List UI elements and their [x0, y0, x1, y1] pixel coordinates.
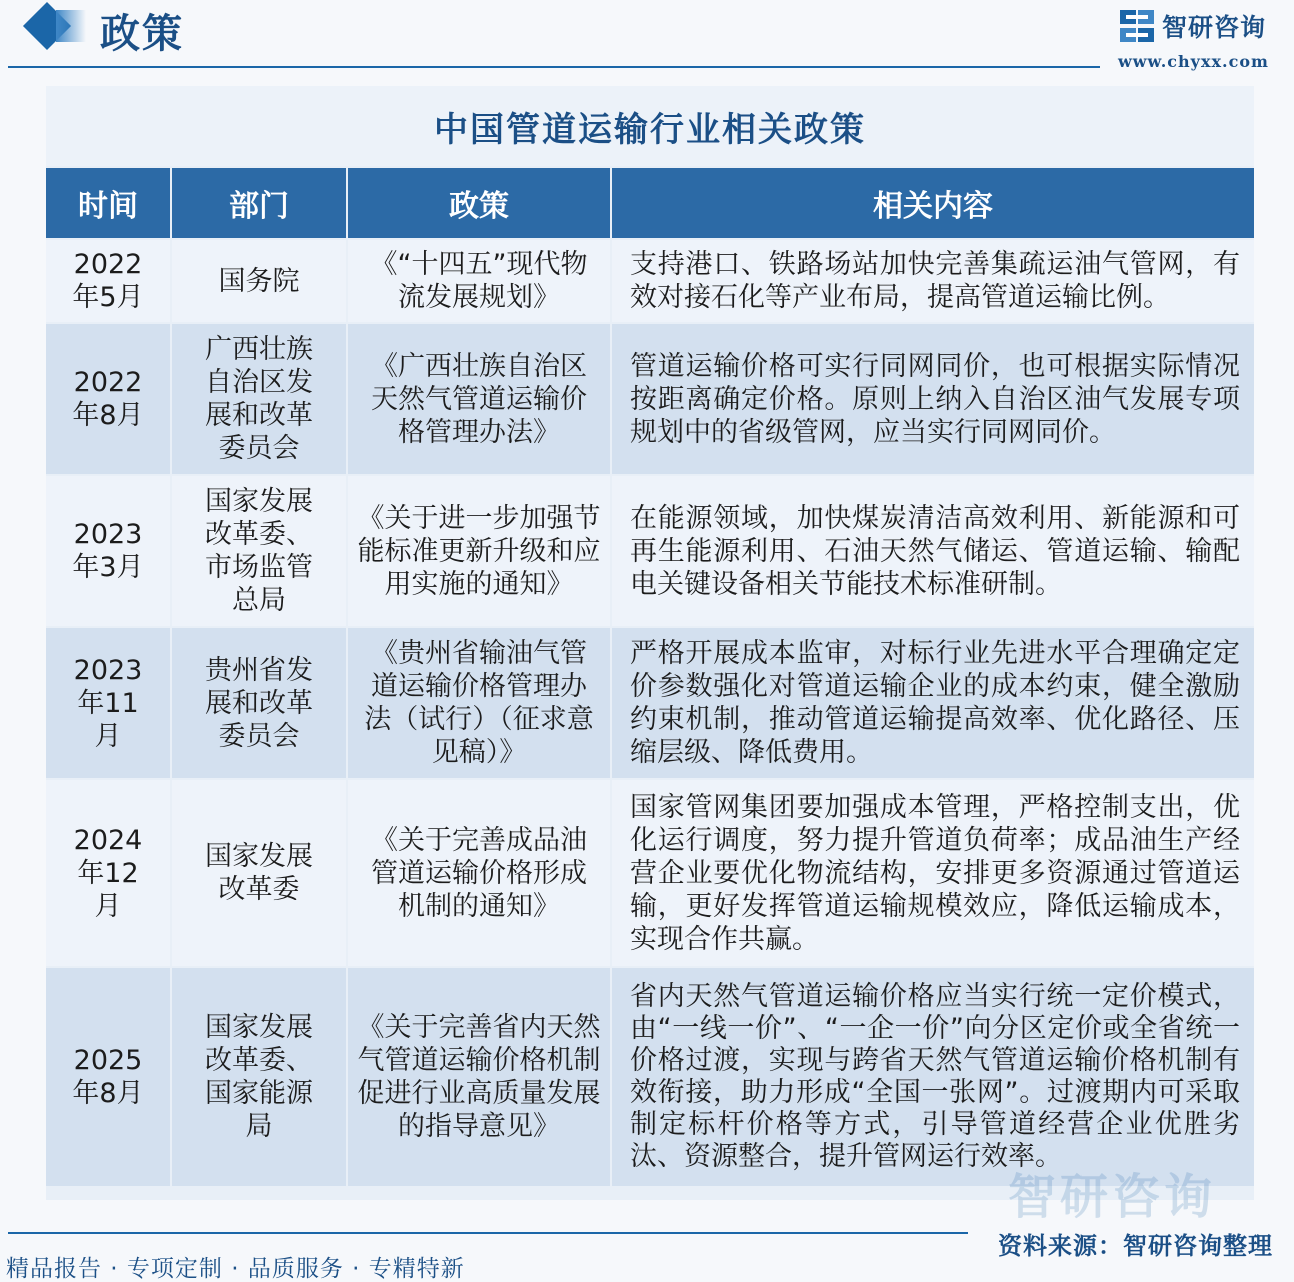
column-header-content: 相关内容: [612, 168, 1254, 238]
footer-divider: [8, 1232, 968, 1234]
column-header-policy: 政策: [348, 168, 610, 238]
column-header-department: 部门: [172, 168, 346, 238]
table-title: 中国管道运输行业相关政策: [46, 86, 1254, 166]
cell-policy: 《关于完善成品油管道运输价格形成机制的通知》: [348, 780, 610, 966]
column-header-time: 时间: [46, 168, 170, 238]
section-title: 政策: [100, 10, 184, 57]
cell-time: 2022年5月: [46, 240, 170, 322]
source-note: 资料来源：智研咨询整理: [998, 1232, 1273, 1260]
page-header: [0, 0, 1294, 80]
cell-content: 严格开展成本监审，对标行业先进水平合理确定定价参数强化对管道运输企业的成本约束，健全激励约束机制，推动管道运输提高效率、优化路径、压缩层级、降低费用。: [612, 628, 1254, 778]
cell-policy: 《广西壮族自治区天然气管道运输价格管理办法》: [348, 324, 610, 474]
header-accent-bar: [56, 10, 86, 42]
watermark-logo-text: 智研咨询: [1008, 1169, 1217, 1225]
cell-department: 国务院: [172, 240, 346, 322]
cell-content: 在能源领域，加快煤炭清洁高效利用、新能源和可再生能源利用、石油天然气储运、管道运输、输配电关键设备相关节能技术标准研制。: [612, 476, 1254, 626]
cell-content: 管道运输价格可实行同网同价，也可根据实际情况按距离确定价格。原则上纳入自治区油气发展专项规划中的省级管网，应当实行同网同价。: [612, 324, 1254, 474]
cell-department: 广西壮族自治区发展和改革委员会: [172, 324, 346, 474]
cell-content: 省内天然气管道运输价格应当实行统一定价模式，由“一线一价”、“一企一价”向分区定价或全省统一价格过渡，实现与跨省天然气管道运输价格机制有效衔接，助力形成“全国一张网”。过渡期内可采取制定标杆价格等方式，引导管道经营企业优胜劣汰、资源整合，提升管网运行效率。: [612, 968, 1254, 1186]
cell-content: 国家管网集团要加强成本管理，严格控制支出，优化运行调度，努力提升管道负荷率；成品油生产经营企业要优化物流结构，安排更多资源通过管道运输，更好发挥管道运输规模效应，降低运输成本，实现合作共赢。: [612, 780, 1254, 966]
cell-time: 2023年11月: [46, 628, 170, 778]
cell-department: 国家发展改革委、市场监管总局: [172, 476, 346, 626]
brand-name: 智研咨询: [1162, 13, 1267, 42]
cell-content: 支持港口、铁路场站加快完善集疏运油气管网，有效对接石化等产业布局，提高管道运输比例。: [612, 240, 1254, 322]
cell-department: 国家发展改革委、国家能源局: [172, 968, 346, 1186]
cell-time: 2023年3月: [46, 476, 170, 626]
cell-department: 贵州省发展和改革委员会: [172, 628, 346, 778]
cell-time: 2022年8月: [46, 324, 170, 474]
cell-time: 2025年8月: [46, 968, 170, 1186]
policy-table: [46, 86, 1254, 1200]
cell-policy: 《贵州省输油气管道运输价格管理办法（试行）（征求意见稿）》: [348, 628, 610, 778]
cell-policy: 《关于进一步加强节能标准更新升级和应用实施的通知》: [348, 476, 610, 626]
cell-department: 国家发展改革委: [172, 780, 346, 966]
brand-logo-icon: [1120, 10, 1154, 42]
brand-url[interactable]: www.chyxx.com: [1118, 52, 1269, 71]
table-grid: [46, 168, 1254, 1186]
footer-tagline: 精品报告 · 专项定制 · 品质服务 · 专精特新: [6, 1256, 465, 1282]
cell-policy: 《“十四五”现代物流发展规划》: [348, 240, 610, 322]
header-divider: [8, 66, 1100, 68]
cell-time: 2024年12月: [46, 780, 170, 966]
cell-policy: 《关于完善省内天然气管道运输价格机制促进行业高质量发展的指导意见》: [348, 968, 610, 1186]
